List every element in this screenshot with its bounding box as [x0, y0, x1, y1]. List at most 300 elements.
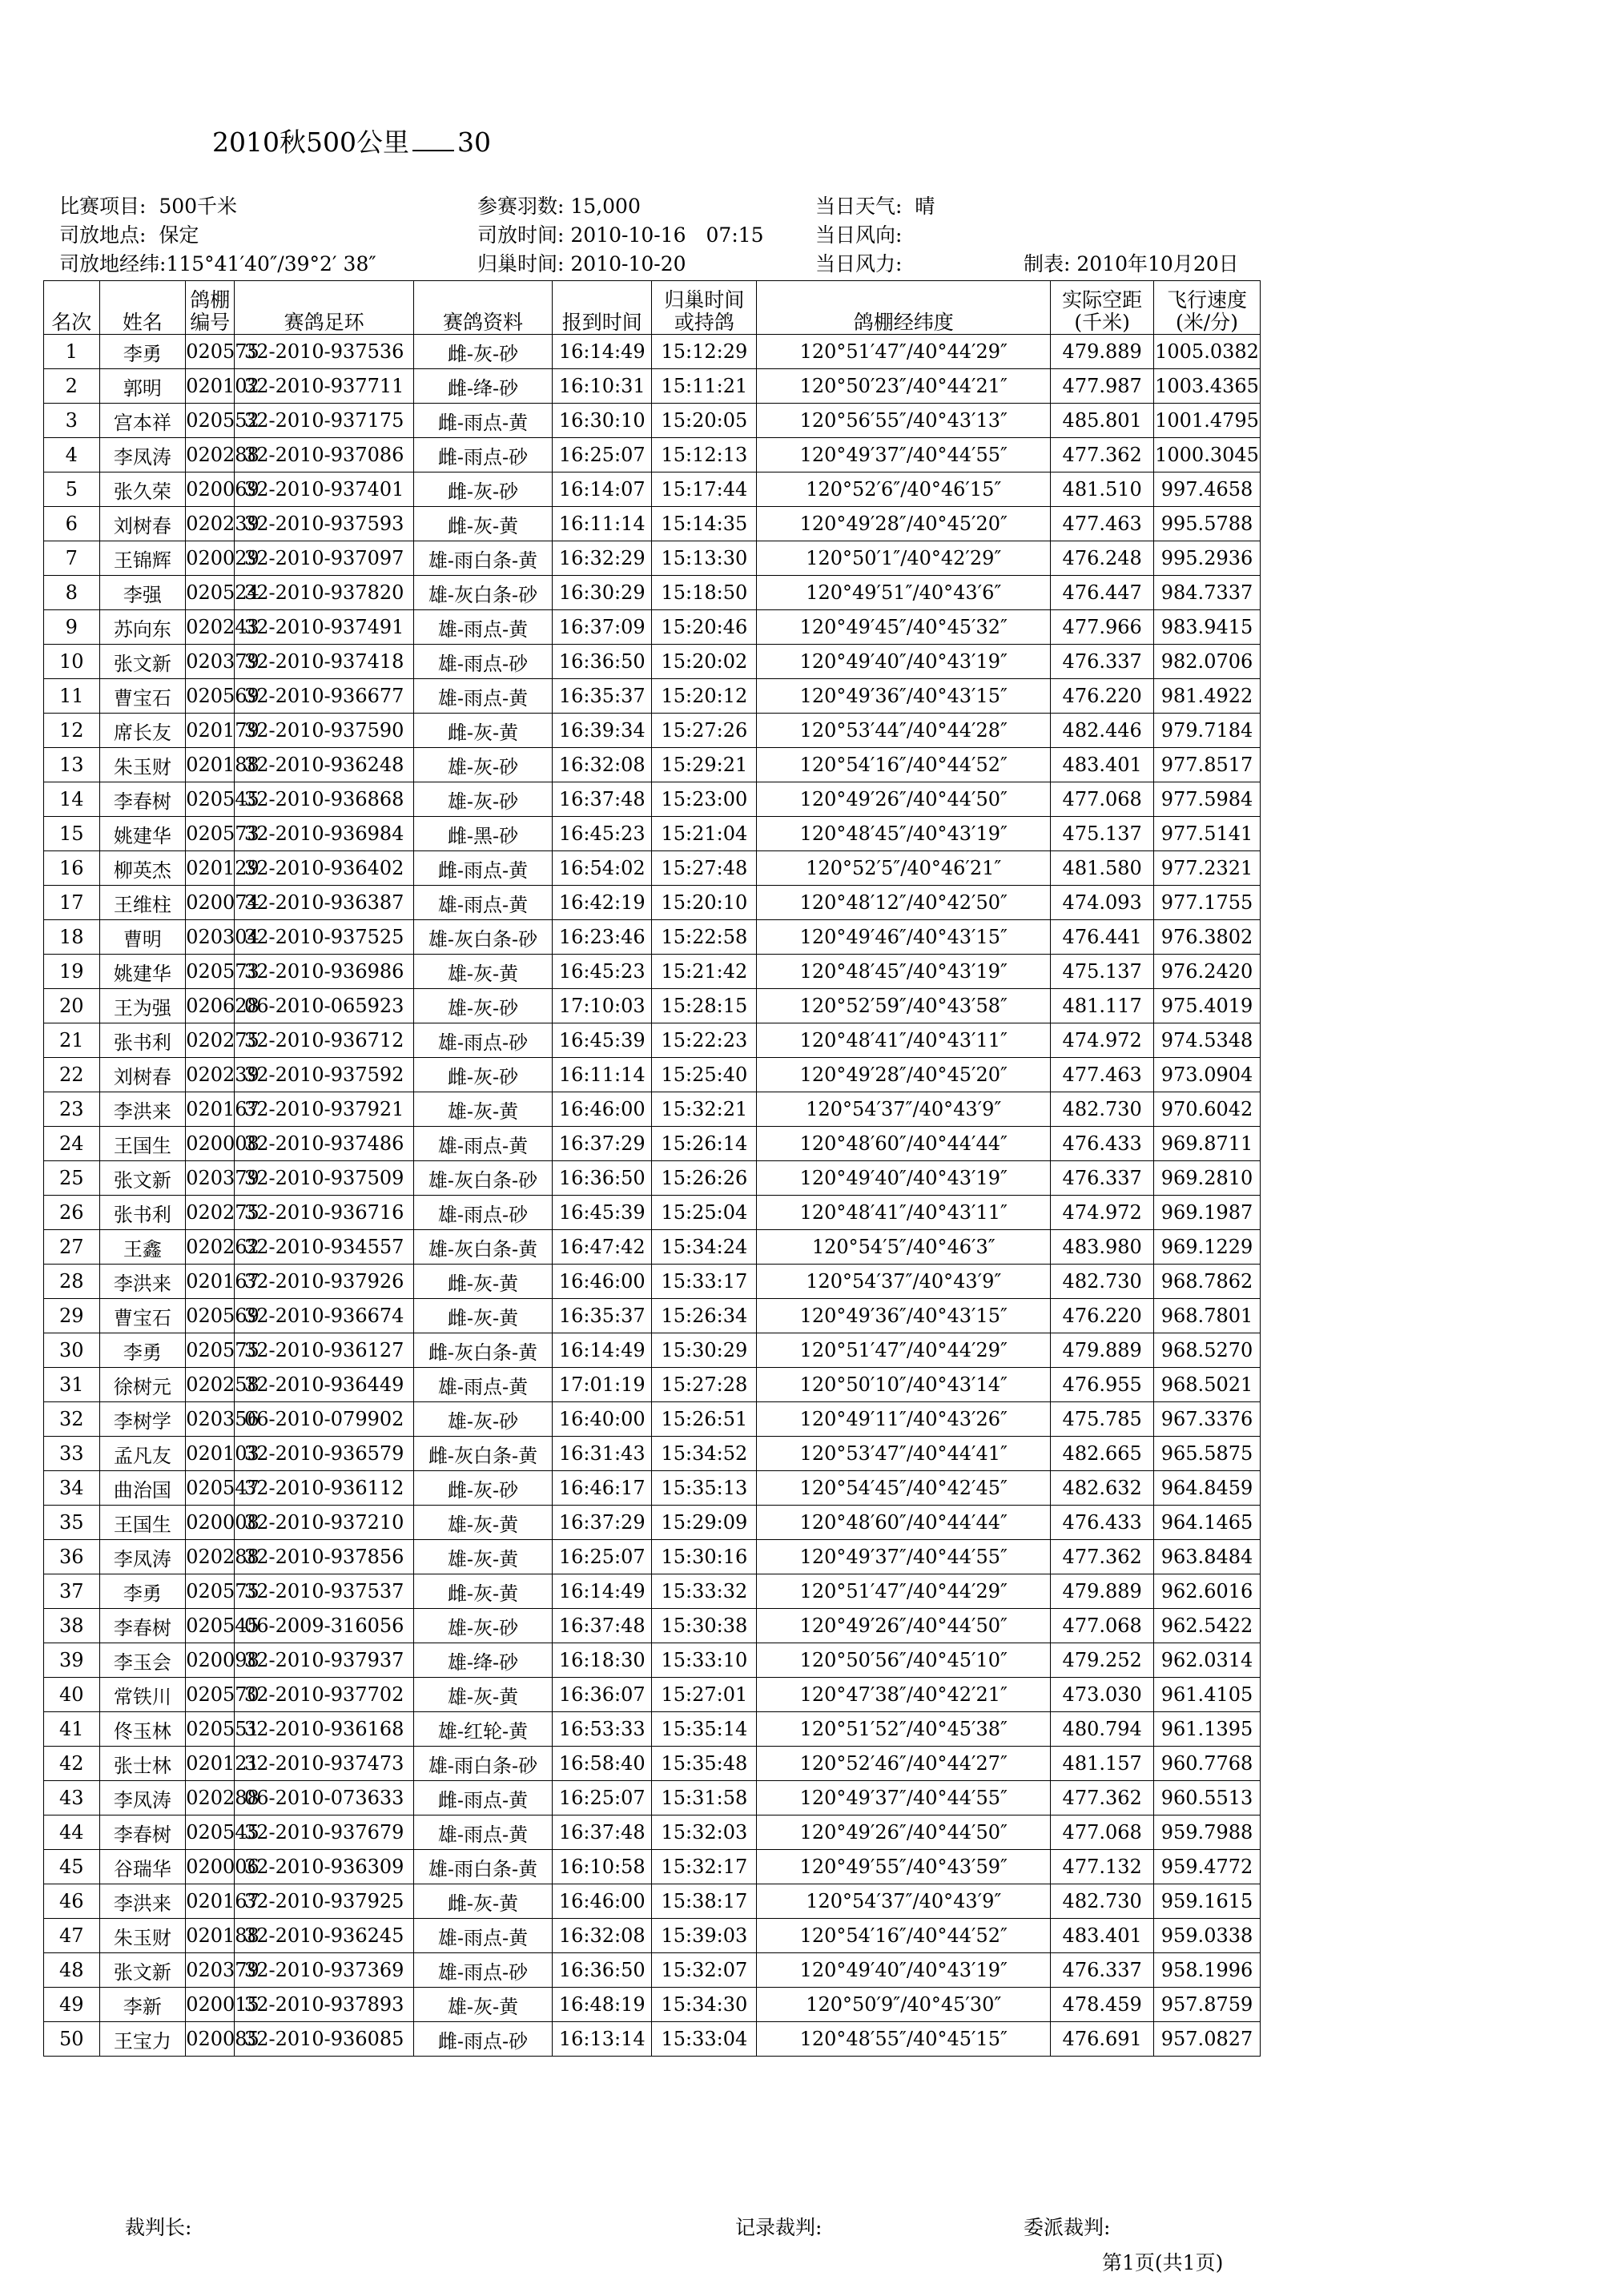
- cell-speed: 1000.3045: [1154, 438, 1261, 472]
- cell-ring: 32-2010-937537: [235, 1574, 414, 1609]
- cell-return-time: 15:12:29: [652, 335, 757, 369]
- cell-loft-no: 020069: [186, 472, 235, 507]
- cell-ring: 32-2010-937086: [235, 438, 414, 472]
- cell-speed: 959.0338: [1154, 1919, 1261, 1953]
- cell-distance: 476.337: [1051, 1161, 1154, 1196]
- table-row: [44, 1161, 1261, 1196]
- table-row: [44, 679, 1261, 714]
- cell-info: 雄-雨白条-黄: [414, 1850, 553, 1884]
- cell-loft-no: 020275: [186, 1023, 235, 1058]
- meta-weather: 当日天气: 晴: [815, 195, 935, 218]
- cell-loft-no: 020628: [186, 989, 235, 1023]
- meta-release-time: 司放时间: 2010-10-16 07:15: [477, 223, 764, 247]
- cell-arrival: 16:13:14: [552, 2022, 651, 2057]
- cell-name: 李勇: [99, 1333, 186, 1368]
- cell-ring: 32-2010-937679: [235, 1815, 414, 1850]
- cell-loft-no: 020356: [186, 1402, 235, 1437]
- cell-rank: 46: [44, 1884, 100, 1919]
- table-row: [44, 714, 1261, 748]
- cell-name: 谷瑞华: [99, 1850, 186, 1884]
- cell-rank: 15: [44, 817, 100, 851]
- cell-info: 雌-灰-黄: [414, 1265, 553, 1299]
- cell-return-time: 15:27:01: [652, 1678, 757, 1712]
- cell-speed: 964.1465: [1154, 1506, 1261, 1540]
- cell-rank: 38: [44, 1609, 100, 1643]
- cell-loft-no: 020008: [186, 1506, 235, 1540]
- cell-speed: 961.4105: [1154, 1678, 1261, 1712]
- cell-rank: 40: [44, 1678, 100, 1712]
- cell-info: 雌-灰-砂: [414, 1058, 553, 1092]
- cell-name: 席长友: [99, 714, 186, 748]
- cell-ring: 06-2009-316056: [235, 1609, 414, 1643]
- cell-return-time: 15:35:13: [652, 1471, 757, 1506]
- cell-coords: 120°48′41″/40°43′11″: [757, 1196, 1051, 1230]
- table-row: [44, 1540, 1261, 1574]
- cell-arrival: 16:14:07: [552, 472, 651, 507]
- cell-info: 雌-雨点-黄: [414, 1781, 553, 1815]
- cell-speed: 960.5513: [1154, 1781, 1261, 1815]
- table-row: [44, 645, 1261, 679]
- cell-return-time: 15:20:05: [652, 404, 757, 438]
- cell-rank: 25: [44, 1161, 100, 1196]
- table-row: [44, 782, 1261, 817]
- cell-distance: 477.463: [1051, 1058, 1154, 1092]
- cell-arrival: 16:36:50: [552, 645, 651, 679]
- cell-name: 王国生: [99, 1127, 186, 1161]
- table-row: [44, 1609, 1261, 1643]
- cell-name: 张书利: [99, 1196, 186, 1230]
- cell-info: 雌-灰白条-黄: [414, 1437, 553, 1471]
- cell-arrival: 16:35:37: [552, 1299, 651, 1333]
- cell-ring: 32-2010-937509: [235, 1161, 414, 1196]
- cell-loft-no: 020551: [186, 1712, 235, 1747]
- cell-coords: 120°52′6″/40°46′15″: [757, 472, 1051, 507]
- cell-ring: 32-2010-937369: [235, 1953, 414, 1988]
- cell-coords: 120°48′12″/40°42′50″: [757, 886, 1051, 920]
- cell-loft-no: 020575: [186, 335, 235, 369]
- cell-info: 雄-灰-砂: [414, 989, 553, 1023]
- cell-ring: 32-2010-936986: [235, 955, 414, 989]
- cell-speed: 977.5141: [1154, 817, 1261, 851]
- cell-coords: 120°48′45″/40°43′19″: [757, 817, 1051, 851]
- cell-speed: 977.5984: [1154, 782, 1261, 817]
- cell-ring: 06-2010-079902: [235, 1402, 414, 1437]
- cell-arrival: 16:36:50: [552, 1953, 651, 1988]
- cell-distance: 474.972: [1051, 1023, 1154, 1058]
- cell-return-time: 15:20:02: [652, 645, 757, 679]
- cell-coords: 120°52′46″/40°44′27″: [757, 1747, 1051, 1781]
- cell-loft-no: 020569: [186, 679, 235, 714]
- table-row: [44, 1471, 1261, 1506]
- cell-info: 雄-灰白条-砂: [414, 920, 553, 955]
- cell-ring: 32-2010-937210: [235, 1506, 414, 1540]
- cell-coords: 120°54′37″/40°43′9″: [757, 1092, 1051, 1127]
- cell-coords: 120°49′45″/40°45′32″: [757, 610, 1051, 645]
- cell-loft-no: 020545: [186, 1609, 235, 1643]
- cell-coords: 120°53′47″/40°44′41″: [757, 1437, 1051, 1471]
- table-row: [44, 1023, 1261, 1058]
- cell-speed: 962.6016: [1154, 1574, 1261, 1609]
- table-row: [44, 1574, 1261, 1609]
- cell-coords: 120°52′5″/40°46′21″: [757, 851, 1051, 886]
- cell-info: 雄-灰-黄: [414, 1092, 553, 1127]
- cell-return-time: 15:34:52: [652, 1437, 757, 1471]
- cell-distance: 474.972: [1051, 1196, 1154, 1230]
- cell-ring: 32-2010-936168: [235, 1712, 414, 1747]
- cell-name: 李玉会: [99, 1643, 186, 1678]
- cell-distance: 476.447: [1051, 576, 1154, 610]
- cell-rank: 23: [44, 1092, 100, 1127]
- cell-rank: 30: [44, 1333, 100, 1368]
- cell-distance: 477.362: [1051, 1781, 1154, 1815]
- cell-speed: 958.1996: [1154, 1953, 1261, 1988]
- cell-info: 雄-绛-砂: [414, 1643, 553, 1678]
- cell-ring: 32-2010-937711: [235, 369, 414, 404]
- cell-distance: 483.980: [1051, 1230, 1154, 1265]
- table-row: [44, 541, 1261, 576]
- cell-info: 雄-灰白条-砂: [414, 576, 553, 610]
- cell-name: 李春树: [99, 782, 186, 817]
- cell-speed: 977.1755: [1154, 886, 1261, 920]
- cell-loft-no: 020379: [186, 1161, 235, 1196]
- cell-distance: 477.068: [1051, 782, 1154, 817]
- cell-info: 雄-灰-黄: [414, 1678, 553, 1712]
- cell-ring: 32-2010-934557: [235, 1230, 414, 1265]
- cell-distance: 481.580: [1051, 851, 1154, 886]
- cell-name: 李洪来: [99, 1092, 186, 1127]
- cell-info: 雄-灰-砂: [414, 782, 553, 817]
- cell-rank: 4: [44, 438, 100, 472]
- cell-speed: 969.2810: [1154, 1161, 1261, 1196]
- cell-name: 宫本祥: [99, 404, 186, 438]
- cell-name: 张文新: [99, 1161, 186, 1196]
- cell-return-time: 15:29:21: [652, 748, 757, 782]
- cell-coords: 120°49′36″/40°43′15″: [757, 1299, 1051, 1333]
- cell-info: 雌-绛-砂: [414, 369, 553, 404]
- cell-info: 雌-灰-砂: [414, 335, 553, 369]
- cell-info: 雌-灰-黄: [414, 1884, 553, 1919]
- cell-speed: 968.7801: [1154, 1299, 1261, 1333]
- cell-ring: 32-2010-937525: [235, 920, 414, 955]
- cell-return-time: 15:26:14: [652, 1127, 757, 1161]
- cell-loft-no: 020552: [186, 404, 235, 438]
- cell-loft-no: 020288: [186, 1781, 235, 1815]
- meta-entries: 参赛羽数: 15,000: [477, 195, 641, 218]
- cell-rank: 28: [44, 1265, 100, 1299]
- cell-loft-no: 020379: [186, 1953, 235, 1988]
- cell-speed: 983.9415: [1154, 610, 1261, 645]
- cell-ring: 32-2010-937856: [235, 1540, 414, 1574]
- cell-return-time: 15:27:26: [652, 714, 757, 748]
- cell-name: 李春树: [99, 1609, 186, 1643]
- cell-rank: 34: [44, 1471, 100, 1506]
- cell-loft-no: 020569: [186, 1299, 235, 1333]
- cell-name: 刘树春: [99, 1058, 186, 1092]
- cell-distance: 482.730: [1051, 1884, 1154, 1919]
- cell-speed: 997.4658: [1154, 472, 1261, 507]
- cell-coords: 120°54′37″/40°43′9″: [757, 1884, 1051, 1919]
- cell-distance: 474.093: [1051, 886, 1154, 920]
- cell-name: 王宝力: [99, 2022, 186, 2057]
- cell-arrival: 16:25:07: [552, 1781, 651, 1815]
- cell-distance: 476.220: [1051, 1299, 1154, 1333]
- cell-return-time: 15:28:15: [652, 989, 757, 1023]
- page-title: [212, 122, 491, 159]
- cell-rank: 47: [44, 1919, 100, 1953]
- cell-speed: 977.2321: [1154, 851, 1261, 886]
- cell-distance: 477.132: [1051, 1850, 1154, 1884]
- cell-ring: 32-2010-937925: [235, 1884, 414, 1919]
- cell-arrival: 16:47:42: [552, 1230, 651, 1265]
- cell-rank: 16: [44, 851, 100, 886]
- cell-return-time: 15:26:26: [652, 1161, 757, 1196]
- cell-distance: 477.068: [1051, 1609, 1154, 1643]
- cell-coords: 120°49′40″/40°43′19″: [757, 645, 1051, 679]
- cell-arrival: 16:37:09: [552, 610, 651, 645]
- cell-rank: 10: [44, 645, 100, 679]
- cell-speed: 968.5270: [1154, 1333, 1261, 1368]
- cell-rank: 11: [44, 679, 100, 714]
- cell-loft-no: 020573: [186, 955, 235, 989]
- cell-return-time: 15:18:50: [652, 576, 757, 610]
- cell-distance: 476.337: [1051, 645, 1154, 679]
- cell-coords: 120°49′37″/40°44′55″: [757, 1781, 1051, 1815]
- cell-name: 王国生: [99, 1506, 186, 1540]
- cell-distance: 479.889: [1051, 1574, 1154, 1609]
- table-row: [44, 1506, 1261, 1540]
- cell-speed: 982.0706: [1154, 645, 1261, 679]
- cell-name: 李凤涛: [99, 438, 186, 472]
- cell-ring: 32-2010-936085: [235, 2022, 414, 2057]
- cell-distance: 476.337: [1051, 1953, 1154, 1988]
- cell-speed: 964.8459: [1154, 1471, 1261, 1506]
- footer-page-number: 第1页(共1页): [1102, 2251, 1224, 2274]
- cell-ring: 32-2010-936449: [235, 1368, 414, 1402]
- cell-loft-no: 020288: [186, 1540, 235, 1574]
- cell-loft-no: 020239: [186, 507, 235, 541]
- cell-name: 王锦辉: [99, 541, 186, 576]
- cell-info: 雄-雨点-黄: [414, 679, 553, 714]
- cell-loft-no: 020167: [186, 1884, 235, 1919]
- footer-chief-judge: 裁判长:: [125, 2216, 192, 2239]
- cell-coords: 120°49′37″/40°44′55″: [757, 438, 1051, 472]
- cell-ring: 32-2010-937473: [235, 1747, 414, 1781]
- cell-name: 张书利: [99, 1023, 186, 1058]
- cell-ring: 06-2010-073633: [235, 1781, 414, 1815]
- cell-rank: 7: [44, 541, 100, 576]
- cell-arrival: 16:18:30: [552, 1643, 651, 1678]
- cell-speed: 959.4772: [1154, 1850, 1261, 1884]
- cell-return-time: 15:35:14: [652, 1712, 757, 1747]
- cell-info: 雌-雨点-砂: [414, 438, 553, 472]
- cell-ring: 32-2010-937401: [235, 472, 414, 507]
- cell-info: 雄-灰白条-砂: [414, 1161, 553, 1196]
- cell-name: 王为强: [99, 989, 186, 1023]
- cell-coords: 120°54′37″/40°43′9″: [757, 1265, 1051, 1299]
- cell-return-time: 15:21:42: [652, 955, 757, 989]
- cell-name: 李凤涛: [99, 1781, 186, 1815]
- cell-loft-no: 020258: [186, 1368, 235, 1402]
- cell-speed: 960.7768: [1154, 1747, 1261, 1781]
- cell-rank: 42: [44, 1747, 100, 1781]
- cell-loft-no: 020015: [186, 1988, 235, 2022]
- cell-coords: 120°49′26″/40°44′50″: [757, 782, 1051, 817]
- cell-distance: 476.433: [1051, 1506, 1154, 1540]
- cell-return-time: 15:33:17: [652, 1265, 757, 1299]
- cell-speed: 962.0314: [1154, 1643, 1261, 1678]
- cell-return-time: 15:26:51: [652, 1402, 757, 1437]
- table-row: [44, 576, 1261, 610]
- table-row: [44, 1437, 1261, 1471]
- cell-distance: 482.446: [1051, 714, 1154, 748]
- cell-ring: 32-2010-937926: [235, 1265, 414, 1299]
- cell-info: 雄-雨点-砂: [414, 1953, 553, 1988]
- cell-coords: 120°50′1″/40°42′29″: [757, 541, 1051, 576]
- cell-distance: 481.157: [1051, 1747, 1154, 1781]
- cell-coords: 120°50′56″/40°45′10″: [757, 1643, 1051, 1678]
- cell-info: 雌-灰-砂: [414, 1471, 553, 1506]
- table-row: [44, 610, 1261, 645]
- table-row: [44, 1815, 1261, 1850]
- cell-arrival: 16:48:19: [552, 1988, 651, 2022]
- cell-ring: 32-2010-936387: [235, 886, 414, 920]
- table-row: [44, 1988, 1261, 2022]
- cell-arrival: 16:36:07: [552, 1678, 651, 1712]
- title-underline: [412, 150, 454, 151]
- cell-return-time: 15:39:03: [652, 1919, 757, 1953]
- cell-name: 姚建华: [99, 955, 186, 989]
- cell-name: 张文新: [99, 1953, 186, 1988]
- cell-rank: 21: [44, 1023, 100, 1058]
- cell-name: 苏向东: [99, 610, 186, 645]
- header-distance: 实际空距 (千米): [1051, 281, 1154, 335]
- header-ring: 赛鸽足环: [235, 281, 414, 335]
- cell-return-time: 15:12:13: [652, 438, 757, 472]
- table-row: [44, 920, 1261, 955]
- cell-arrival: 16:11:14: [552, 1058, 651, 1092]
- cell-return-time: 15:34:24: [652, 1230, 757, 1265]
- table-row: [44, 1850, 1261, 1884]
- cell-ring: 32-2010-936309: [235, 1850, 414, 1884]
- cell-name: 佟玉林: [99, 1712, 186, 1747]
- cell-speed: 959.7988: [1154, 1815, 1261, 1850]
- cell-ring: 32-2010-937702: [235, 1678, 414, 1712]
- cell-distance: 477.362: [1051, 1540, 1154, 1574]
- cell-coords: 120°47′38″/40°42′21″: [757, 1678, 1051, 1712]
- cell-return-time: 15:22:58: [652, 920, 757, 955]
- cell-info: 雄-雨点-砂: [414, 1196, 553, 1230]
- table-row: [44, 1196, 1261, 1230]
- cell-distance: 479.252: [1051, 1643, 1154, 1678]
- cell-speed: 969.1229: [1154, 1230, 1261, 1265]
- cell-distance: 482.730: [1051, 1265, 1154, 1299]
- table-row: [44, 1747, 1261, 1781]
- cell-coords: 120°54′16″/40°44′52″: [757, 1919, 1051, 1953]
- table-row: [44, 1402, 1261, 1437]
- cell-ring: 32-2010-936674: [235, 1299, 414, 1333]
- cell-speed: 969.8711: [1154, 1127, 1261, 1161]
- table-row: [44, 1333, 1261, 1368]
- cell-arrival: 16:30:10: [552, 404, 651, 438]
- cell-name: 曹宝石: [99, 1299, 186, 1333]
- cell-ring: 32-2010-937418: [235, 645, 414, 679]
- cell-return-time: 15:31:58: [652, 1781, 757, 1815]
- cell-loft-no: 020575: [186, 1574, 235, 1609]
- cell-loft-no: 020103: [186, 1437, 235, 1471]
- cell-rank: 13: [44, 748, 100, 782]
- cell-ring: 32-2010-937536: [235, 335, 414, 369]
- cell-arrival: 16:25:07: [552, 1540, 651, 1574]
- cell-loft-no: 020129: [186, 851, 235, 886]
- cell-coords: 120°51′47″/40°44′29″: [757, 1333, 1051, 1368]
- cell-return-time: 15:23:00: [652, 782, 757, 817]
- cell-distance: 473.030: [1051, 1678, 1154, 1712]
- cell-rank: 50: [44, 2022, 100, 2057]
- table-row: [44, 1265, 1261, 1299]
- cell-ring: 32-2010-936716: [235, 1196, 414, 1230]
- cell-rank: 48: [44, 1953, 100, 1988]
- cell-loft-no: 020243: [186, 610, 235, 645]
- cell-coords: 120°54′16″/40°44′52″: [757, 748, 1051, 782]
- cell-name: 张文新: [99, 645, 186, 679]
- cell-loft-no: 020288: [186, 438, 235, 472]
- cell-distance: 476.220: [1051, 679, 1154, 714]
- cell-loft-no: 020167: [186, 1092, 235, 1127]
- cell-return-time: 15:17:44: [652, 472, 757, 507]
- cell-coords: 120°49′37″/40°44′55″: [757, 1540, 1051, 1574]
- cell-arrival: 17:10:03: [552, 989, 651, 1023]
- results-table: [43, 280, 1261, 2057]
- cell-speed: 977.8517: [1154, 748, 1261, 782]
- cell-distance: 479.889: [1051, 335, 1154, 369]
- cell-ring: 32-2010-936868: [235, 782, 414, 817]
- cell-name: 曲治国: [99, 1471, 186, 1506]
- cell-rank: 18: [44, 920, 100, 955]
- cell-return-time: 15:20:10: [652, 886, 757, 920]
- cell-ring: 32-2010-936245: [235, 1919, 414, 1953]
- cell-info: 雌-灰-黄: [414, 1299, 553, 1333]
- cell-coords: 120°56′55″/40°43′13″: [757, 404, 1051, 438]
- cell-coords: 120°49′51″/40°43′6″: [757, 576, 1051, 610]
- cell-distance: 475.137: [1051, 817, 1154, 851]
- cell-ring: 32-2010-937486: [235, 1127, 414, 1161]
- table-body: [44, 335, 1261, 2057]
- table-row: [44, 1058, 1261, 1092]
- cell-return-time: 15:30:38: [652, 1609, 757, 1643]
- cell-rank: 33: [44, 1437, 100, 1471]
- cell-arrival: 16:14:49: [552, 335, 651, 369]
- cell-ring: 32-2010-937937: [235, 1643, 414, 1678]
- cell-arrival: 16:37:29: [552, 1506, 651, 1540]
- cell-ring: 32-2010-937593: [235, 507, 414, 541]
- cell-info: 雌-灰-黄: [414, 507, 553, 541]
- cell-distance: 477.966: [1051, 610, 1154, 645]
- cell-loft-no: 020121: [186, 1747, 235, 1781]
- table-row: [44, 1127, 1261, 1161]
- cell-ring: 32-2010-936712: [235, 1023, 414, 1058]
- cell-info: 雄-雨点-砂: [414, 1023, 553, 1058]
- cell-arrival: 16:37:48: [552, 782, 651, 817]
- cell-rank: 26: [44, 1196, 100, 1230]
- header-coords: 鸽棚经纬度: [757, 281, 1051, 335]
- cell-loft-no: 020098: [186, 1643, 235, 1678]
- cell-ring: 06-2010-065923: [235, 989, 414, 1023]
- cell-ring: 32-2010-936579: [235, 1437, 414, 1471]
- cell-arrival: 16:46:17: [552, 1471, 651, 1506]
- cell-return-time: 15:35:48: [652, 1747, 757, 1781]
- table-row: [44, 335, 1261, 369]
- table-row: [44, 1919, 1261, 1953]
